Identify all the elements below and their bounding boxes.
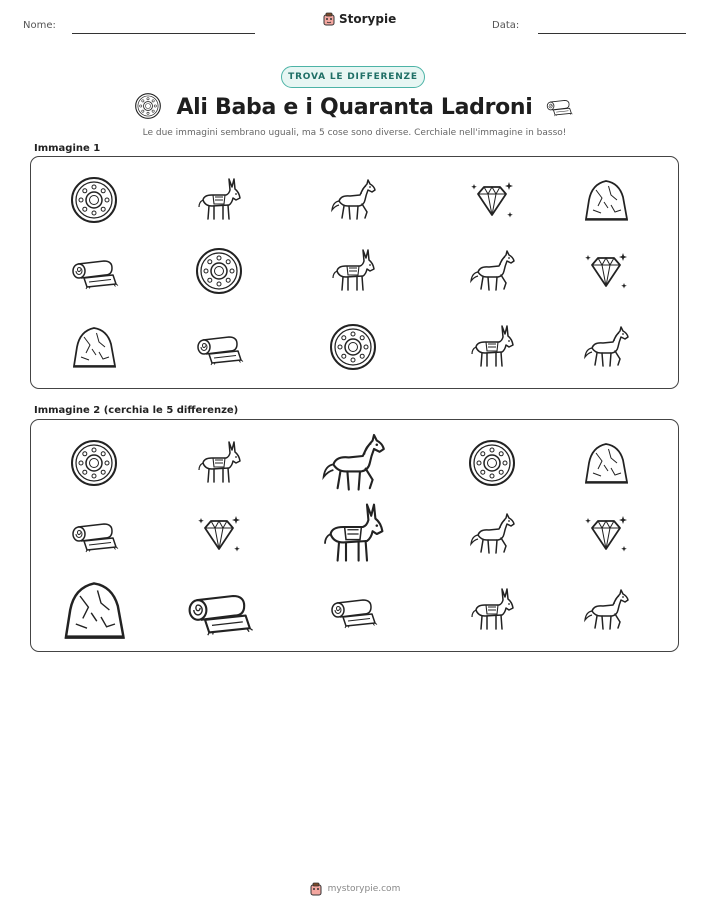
- coin-icon: [134, 92, 164, 122]
- date-field[interactable]: [538, 33, 686, 34]
- storypie-logo: [322, 12, 396, 26]
- name-field[interactable]: [72, 33, 255, 34]
- title-row: [0, 92, 709, 122]
- mascot-icon: [322, 12, 336, 26]
- carpet-icon: [545, 92, 575, 122]
- footer: [0, 882, 709, 896]
- page-title: Ali Baba e i Quaranta Ladroni: [176, 94, 533, 120]
- brand-name: Storypie: [339, 12, 397, 26]
- image-2-panel[interactable]: [30, 419, 679, 652]
- mascot-icon: [309, 882, 323, 896]
- name-label: Nome:: [23, 20, 56, 31]
- panel2-label: Immagine 2 (cerchia le 5 differenze): [34, 405, 239, 416]
- date-label: Data:: [492, 20, 520, 31]
- instructions: Le due immagini sembrano uguali, ma 5 cose sono diverse. Cerchiale nell'immagine in basso!: [142, 128, 567, 138]
- panel1-label: Immagine 1: [34, 143, 101, 154]
- activity-badge: TROVA LE DIFFERENZE: [281, 66, 425, 88]
- image-1-panel: [30, 156, 679, 389]
- footer-site[interactable]: mystorypie.com: [327, 884, 401, 894]
